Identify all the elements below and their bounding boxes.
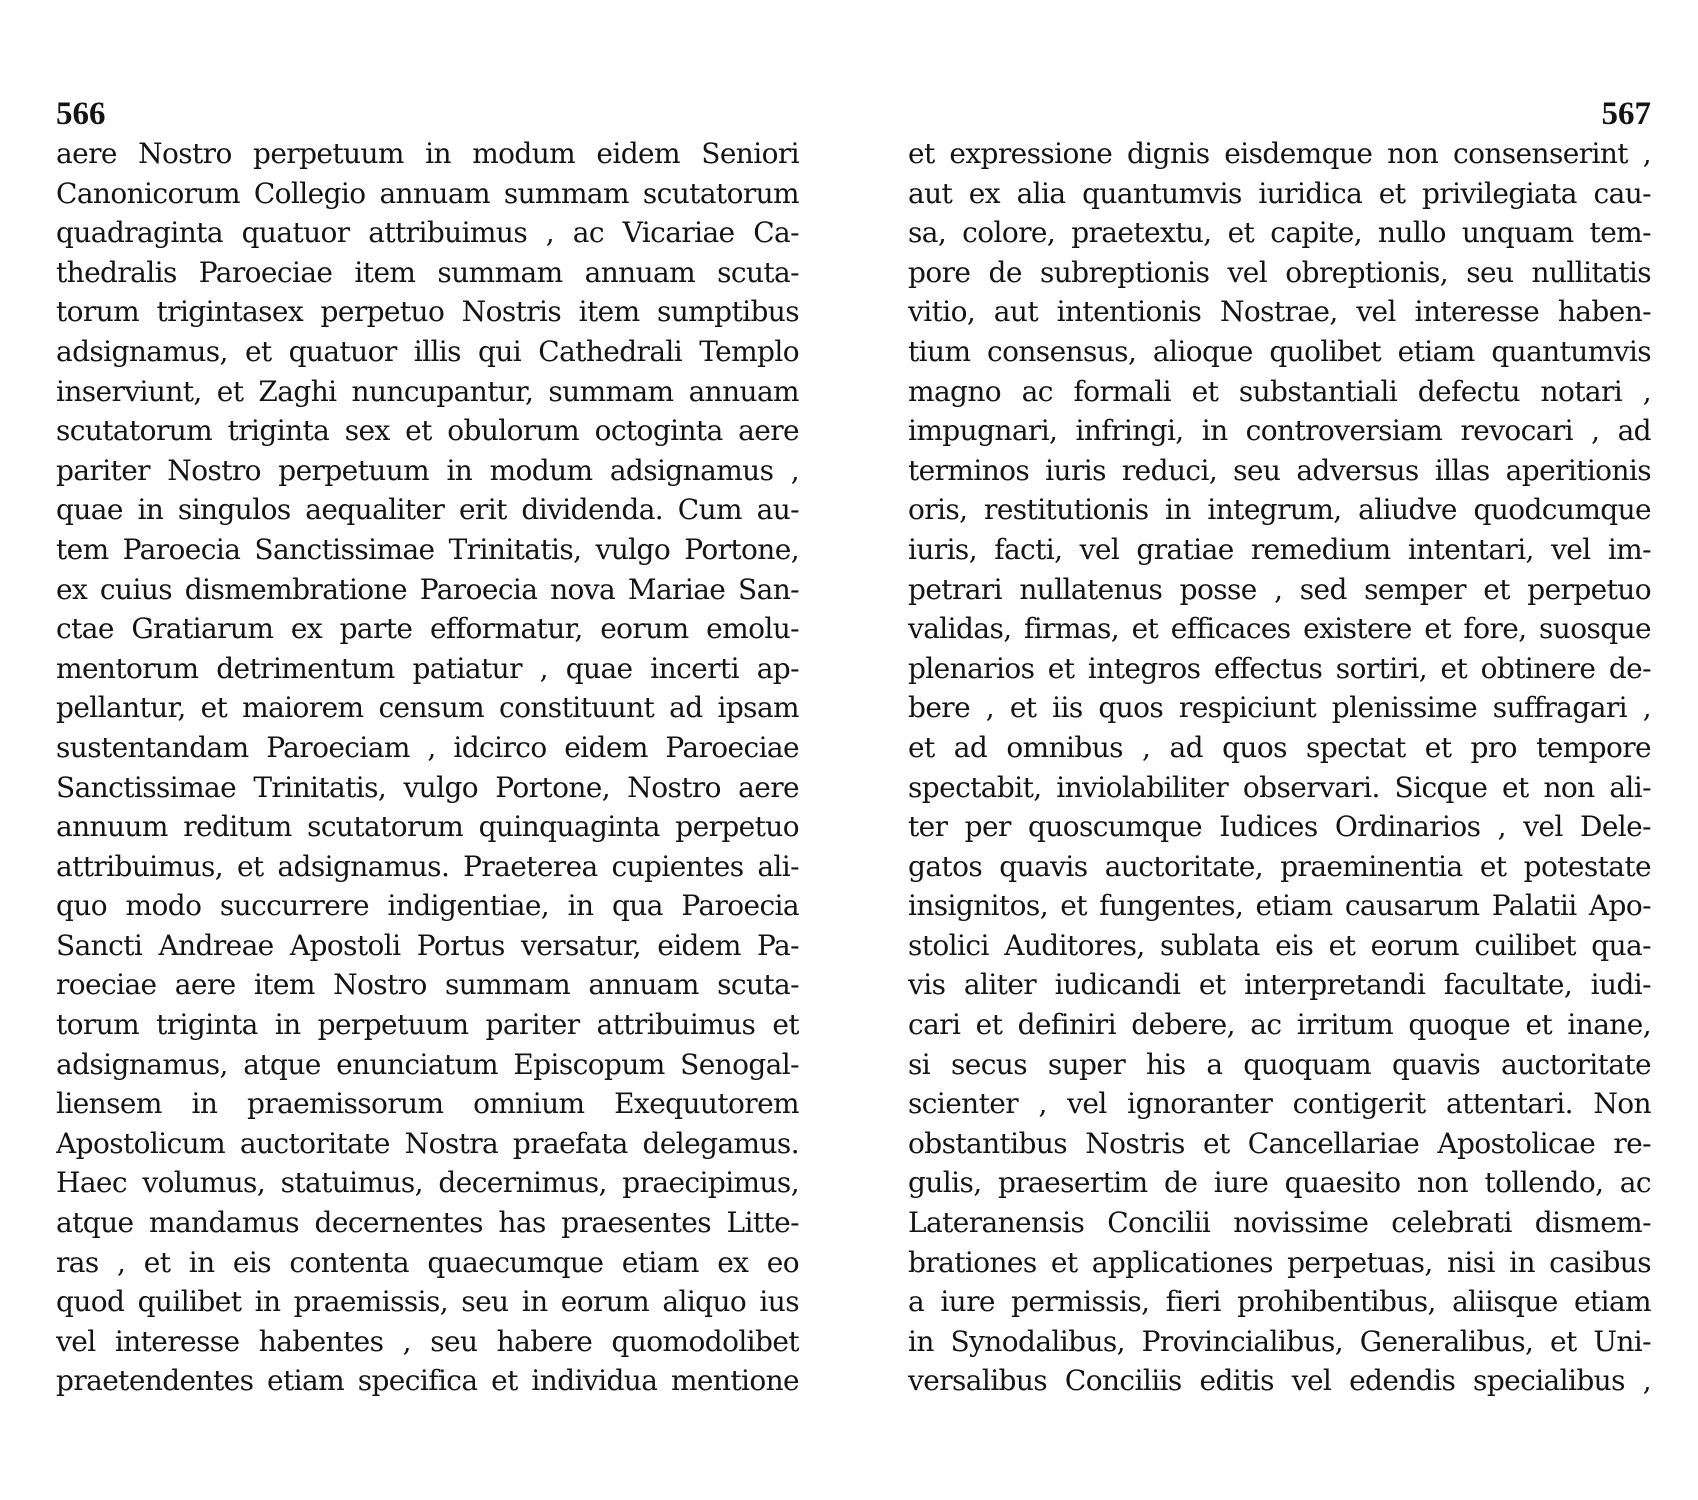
text-line: inserviunt, et Zaghi nuncupantur, summam annuam (56, 374, 799, 408)
page-number: 566 (56, 96, 106, 132)
text-line: mentorum detrimentum patiatur , quae incerti ap- (56, 651, 799, 685)
text-line: gatos quavis auctoritate, praeminentia et potestate (908, 849, 1651, 883)
text-line: Lateranensis Concilii novissime celebrati dismem- (908, 1206, 1651, 1240)
text-line: ex cuius dismembratione Paroecia nova Mariae San- (56, 572, 799, 606)
text-line: sa, colore, praetextu, et capite, nullo unquam tem- (908, 216, 1651, 250)
text-line: quod quilibet in praemissis, seu in eorum aliquo ius (56, 1285, 799, 1319)
left-page (56, 96, 799, 1401)
text-line: atque mandamus decernentes has praesentes Litte- (56, 1206, 799, 1240)
page-text (56, 134, 799, 1401)
text-line: tem Paroecia Sanctissimae Trinitatis, vulgo Portone, (56, 532, 799, 566)
text-line: roeciae aere item Nostro summam annuam scuta- (56, 968, 799, 1002)
text-line: brationes et applicationes perpetuas, nisi in casibus (908, 1245, 1651, 1279)
text-line: magno ac formali et substantiali defectu notari , (908, 374, 1651, 408)
text-line: Canonicorum Collegio annuam summam scutatorum (56, 176, 799, 210)
text-line: torum trigintasex perpetuo Nostris item sumptibus (56, 295, 799, 329)
text-line: annuum reditum scutatorum quinquaginta perpetuo (56, 810, 799, 844)
text-line: ras , et in eis contenta quaecumque etiam ex eo (56, 1245, 799, 1279)
text-line: vitio, aut intentionis Nostrae, vel interesse haben- (908, 295, 1651, 329)
text-line: gulis, praesertim de iure quaesito non tollendo, ac (908, 1166, 1651, 1200)
text-line: Sanctissimae Trinitatis, vulgo Portone, Nostro aere (56, 770, 799, 804)
text-line: impugnari, infringi, in controversiam revocari , ad (908, 414, 1651, 448)
text-line: pariter Nostro perpetuum in modum adsignamus , (56, 453, 799, 487)
text-line: plenarios et integros effectus sortiri, et obtinere de- (908, 651, 1651, 685)
text-line: stolici Auditores, sublata eis et eorum cuilibet qua- (908, 928, 1651, 962)
text-line: pore de subreptionis vel obreptionis, seu nullitatis (908, 255, 1651, 289)
text-line: vel interesse habentes , seu habere quomodolibet (56, 1324, 799, 1358)
text-line: tium consensus, alioque quolibet etiam quantumvis (908, 334, 1651, 368)
text-line: bere , et iis quos respiciunt plenissime suffragari , (908, 691, 1651, 725)
text-line: vis aliter iudicandi et interpretandi facultate, iudi- (908, 968, 1651, 1002)
text-line: terminos iuris reduci, seu adversus illas aperitionis (908, 453, 1651, 487)
text-line: sustentandam Paroeciam , idcirco eidem Paroeciae (56, 730, 799, 764)
text-line: adsignamus, atque enunciatum Episcopum Senogal- (56, 1047, 799, 1081)
text-line: ter per quoscumque Iudices Ordinarios , vel Dele- (908, 810, 1651, 844)
page-text (908, 134, 1651, 1401)
text-line: spectabit, inviolabiliter observari. Sicque et non ali- (908, 770, 1651, 804)
text-line: si secus super his a quoquam quavis auctoritate (908, 1047, 1651, 1081)
text-line: oris, restitutionis in integrum, aliudve quodcumque (908, 493, 1651, 527)
text-line: cari et definiri debere, ac irritum quoque et inane, (908, 1008, 1651, 1042)
text-line: obstantibus Nostris et Cancellariae Apostolicae re- (908, 1126, 1651, 1160)
text-line: Haec volumus, statuimus, decernimus, praecipimus, (56, 1166, 799, 1200)
text-line: pellantur, et maiorem censum constituunt ad ipsam (56, 691, 799, 725)
text-line: Sancti Andreae Apostoli Portus versatur, eidem Pa- (56, 928, 799, 962)
text-line: torum triginta in perpetuum pariter attribuimus et (56, 1008, 799, 1042)
text-line: quo modo succurrere indigentiae, in qua Paroecia (56, 889, 799, 923)
page-number: 567 (1601, 96, 1651, 132)
text-line: versalibus Conciliis editis vel edendis specialibus , (908, 1364, 1651, 1398)
text-line: scienter , vel ignoranter contigerit attentari. Non (908, 1087, 1651, 1121)
text-line: quadraginta quatuor attribuimus , ac Vicariae Ca- (56, 216, 799, 250)
text-line: quae in singulos aequaliter erit dividenda. Cum au- (56, 493, 799, 527)
text-line: petrari nullatenus posse , sed semper et perpetuo (908, 572, 1651, 606)
text-line: praetendentes etiam specifica et individua mentione (56, 1364, 799, 1398)
text-line: thedralis Paroeciae item summam annuam scuta- (56, 255, 799, 289)
text-line: et expressione dignis eisdemque non consenserint , (908, 137, 1651, 170)
text-line: insignitos, et fungentes, etiam causarum Palatii Apo- (908, 889, 1651, 923)
text-line: aut ex alia quantumvis iuridica et privilegiata cau- (908, 176, 1651, 210)
text-line: scutatorum triginta sex et obulorum octoginta aere (56, 414, 799, 448)
text-line: liensem in praemissorum omnium Exequutorem (56, 1087, 799, 1121)
text-line: Apostolicum auctoritate Nostra praefata delegamus. (56, 1126, 799, 1160)
text-line: iuris, facti, vel gratiae remedium intentari, vel im- (908, 532, 1651, 566)
text-line: validas, firmas, et efficaces existere et fore, suosque (908, 612, 1651, 646)
text-line: et ad omnibus , ad quos spectat et pro tempore (908, 730, 1651, 764)
text-line: attribuimus, et adsignamus. Praeterea cupientes ali- (56, 849, 799, 883)
right-page (908, 96, 1651, 1401)
text-line: ctae Gratiarum ex parte efformatur, eorum emolu- (56, 612, 799, 646)
text-line: in Synodalibus, Provincialibus, Generalibus, et Uni- (908, 1324, 1651, 1358)
text-line: a iure permissis, fieri prohibentibus, aliisque etiam (908, 1285, 1651, 1319)
text-line: adsignamus, et quatuor illis qui Cathedrali Templo (56, 334, 799, 368)
text-line: aere Nostro perpetuum in modum eidem Seniori (56, 137, 799, 170)
